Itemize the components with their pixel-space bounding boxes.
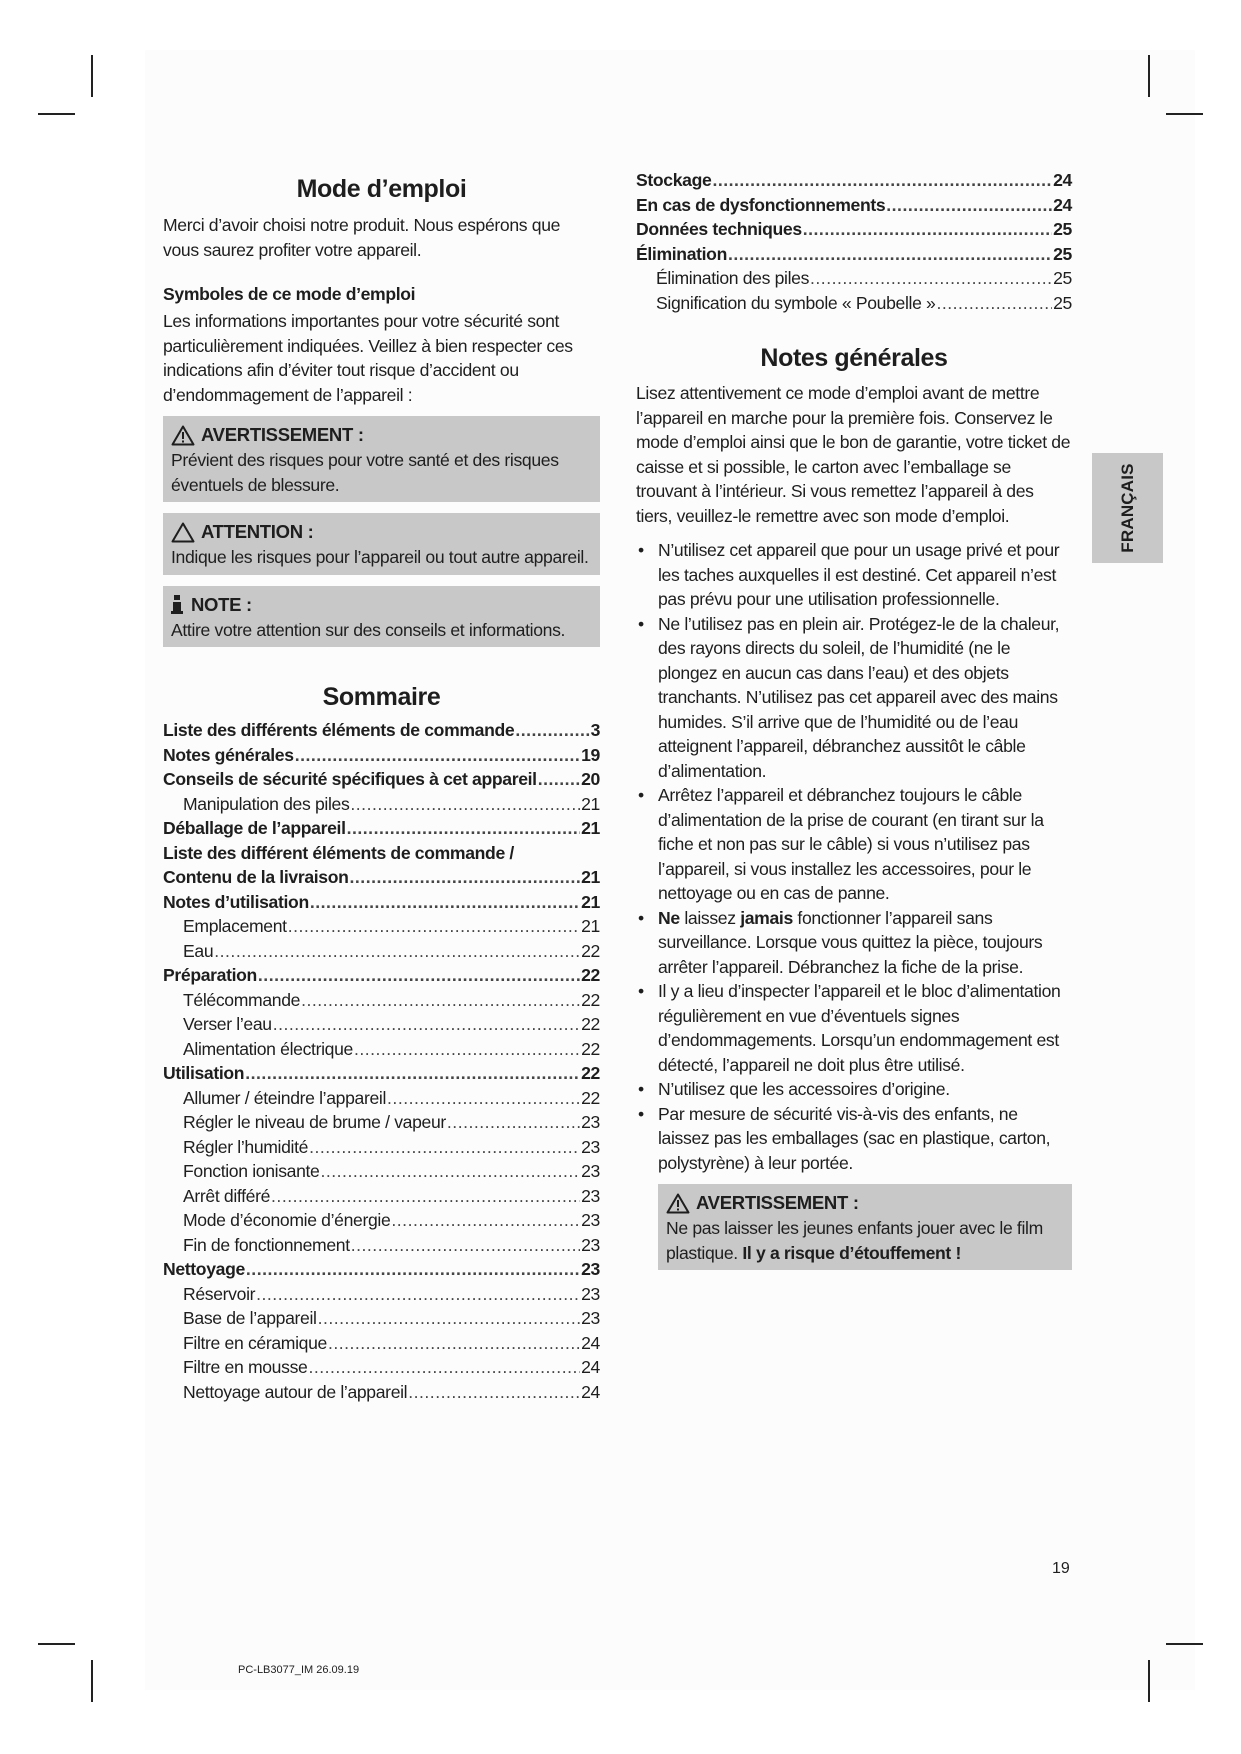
toc-entry-title: Stockage xyxy=(636,170,712,190)
toc-entry xyxy=(163,1306,600,1331)
warning-title: AVERTISSEMENT : xyxy=(201,424,364,445)
toc-entry xyxy=(163,890,600,915)
crop-mark xyxy=(1148,55,1150,97)
toc-page-number: 22 xyxy=(581,1087,600,1108)
toc-dot-leader xyxy=(273,1012,580,1037)
toc-entry-title: Élimination xyxy=(636,243,727,264)
toc-entry-title: Fin de fonctionnement xyxy=(183,1234,350,1255)
toc-entry-title: Manipulation des piles xyxy=(183,793,350,814)
toc-dot-leader xyxy=(515,718,589,743)
toc-dot-leader xyxy=(245,1061,580,1086)
toc-page-number: 23 xyxy=(581,1136,600,1157)
toc-entry xyxy=(163,743,600,768)
warning-text: Prévient des risques pour votre santé et des risques éventuels de blessure. xyxy=(171,450,559,495)
toc-entry xyxy=(636,266,1072,291)
toc-dot-leader xyxy=(309,1135,580,1160)
toc-page-number: 23 xyxy=(581,1283,600,1304)
toc-dot-leader xyxy=(350,865,581,890)
toc-entry xyxy=(163,865,600,890)
toc-dot-leader xyxy=(321,1159,581,1184)
toc-entry xyxy=(163,1331,600,1356)
toc-page-number: 23 xyxy=(581,1210,600,1230)
toc-page-number: 22 xyxy=(581,1038,600,1059)
language-tab: FRANÇAIS xyxy=(1092,453,1163,563)
toc-entry xyxy=(163,1086,600,1111)
toc-entry-title: Notes d’utilisation xyxy=(163,891,309,912)
toc-page-number: 19 xyxy=(581,744,600,765)
crop-mark xyxy=(1148,1660,1150,1702)
info-icon xyxy=(171,594,185,615)
toc-entry xyxy=(636,291,1072,316)
warning-box xyxy=(163,416,600,502)
toc-entry-title: Réservoir xyxy=(183,1283,256,1304)
toc-entry xyxy=(163,1037,600,1062)
list-item: • Par mesure de sécurité vis-à-vis des enfants, ne laissez pas les emballages (sac en plastique, carton, polystyrène) à leur portée. xyxy=(636,1102,1072,1176)
toc-dot-leader xyxy=(295,743,580,768)
toc-page-number: 24 xyxy=(581,1357,600,1377)
right-column xyxy=(636,170,1072,1270)
toc-page-number: 22 xyxy=(581,1063,600,1083)
toc-entry xyxy=(163,1012,600,1037)
toc-page-number: 22 xyxy=(581,989,600,1010)
toc-entry xyxy=(636,217,1072,242)
toc-dot-leader xyxy=(810,266,1052,291)
toc-dot-leader xyxy=(728,242,1052,267)
toc-dot-leader xyxy=(387,1086,580,1111)
toc-entry xyxy=(163,1110,600,1135)
toc-page-number: 23 xyxy=(581,1308,600,1328)
toc-entry-title: Filtre en céramique xyxy=(183,1332,327,1353)
toc-entry xyxy=(636,193,1072,218)
toc-dot-leader xyxy=(308,1355,580,1380)
toc-entry xyxy=(163,963,600,988)
toc-entry xyxy=(163,939,600,964)
child-warning-box xyxy=(658,1184,1072,1270)
toc-entry-title: Allumer / éteindre l’appareil xyxy=(183,1087,387,1108)
toc-dot-leader xyxy=(712,168,1052,193)
toc-entry-title: Signification du symbole « Poubelle » xyxy=(656,292,936,313)
toc-dot-leader xyxy=(246,1257,580,1282)
toc-entry xyxy=(163,1282,600,1307)
toc-page-number: 22 xyxy=(581,965,600,985)
toc-dot-leader xyxy=(937,291,1053,316)
toc-entry-title: Arrêt différé xyxy=(183,1185,271,1206)
toc-entry xyxy=(163,988,600,1013)
warning-triangle-icon xyxy=(666,1193,690,1214)
toc-entry xyxy=(163,718,600,743)
toc-dot-leader xyxy=(350,792,580,817)
toc-entry-title: Régler l’humidité xyxy=(183,1136,309,1157)
list-item: • Ne laissez jamais fonctionner l’appareil sans surveillance. Lorsque vous quittez la pièce, toujours arrêter l’appareil. Débranchez la fiche de la prise. xyxy=(636,906,1072,980)
toc-entry xyxy=(163,1380,600,1405)
toc-page-number: 3 xyxy=(590,720,600,740)
crop-mark xyxy=(91,1660,93,1702)
table-of-contents xyxy=(163,718,600,1404)
toc-entry-title: Contenu de la livraison xyxy=(163,867,349,887)
toc-entry xyxy=(163,1208,600,1233)
toc-page-number: 21 xyxy=(581,818,600,838)
toc-entry-title: Utilisation xyxy=(163,1063,245,1083)
toc-page-number: 25 xyxy=(1053,243,1072,264)
toc-entry xyxy=(163,1355,600,1380)
toc-page-number: 21 xyxy=(581,891,600,912)
toc-page-number: 23 xyxy=(581,1185,600,1206)
toc-page-number: 23 xyxy=(581,1112,600,1132)
toc-entry xyxy=(163,767,600,792)
toc-entry xyxy=(163,1159,600,1184)
page-title: Mode d’emploi xyxy=(296,175,467,203)
toc-page-number: 20 xyxy=(581,769,600,789)
toc-dot-leader xyxy=(288,914,580,939)
toc-dot-leader xyxy=(256,1282,580,1307)
toc-entry-title: Préparation xyxy=(163,965,257,985)
toc-entry-title: Conseils de sécurité spécifiques à cet appareil xyxy=(163,769,537,789)
toc-entry-title: Nettoyage autour de l’appareil xyxy=(183,1381,408,1402)
toc-entry xyxy=(163,841,600,866)
toc-page-number: 24 xyxy=(581,1332,600,1353)
toc-page-number: 24 xyxy=(581,1381,600,1402)
toc-page-number: 21 xyxy=(581,867,600,887)
list-item: • Il y a lieu d’inspecter l’appareil et le bloc d’alimentation régulièrement en vue d’éventuels signes d’endommagements. Lorsqu’un endommagement est détecté, l’appareil ne doit plus être utilisé. xyxy=(636,979,1072,1077)
intro-text: Merci d’avoir choisi notre produit. Nous espérons que vous saurez profiter votre appareil. xyxy=(163,215,561,260)
toc-entry xyxy=(636,168,1072,193)
warning-triangle-icon xyxy=(171,425,195,446)
toc-page-number: 24 xyxy=(1053,194,1072,215)
toc-entry xyxy=(163,1061,600,1086)
toc-entry xyxy=(636,242,1072,267)
toc-page-number: 25 xyxy=(1053,219,1072,239)
toc-page-number: 22 xyxy=(581,940,600,961)
toc-entry-title: Liste des différents éléments de commande xyxy=(163,720,515,740)
toc-dot-leader xyxy=(408,1380,580,1405)
toc-dot-leader xyxy=(347,816,581,841)
crop-mark xyxy=(1166,113,1203,115)
list-item: • N’utilisez cet appareil que pour un usage privé et pour les taches auxquelles il est destiné. Cet appareil n’est pas prévu pour une utilisation professionnelle. xyxy=(636,538,1072,612)
toc-dot-leader xyxy=(886,193,1052,218)
warning-title: AVERTISSEMENT : xyxy=(696,1192,859,1213)
toc-page-number: 23 xyxy=(581,1259,600,1279)
toc-entry-title: Filtre en mousse xyxy=(183,1357,308,1377)
toc-page-number: 25 xyxy=(1053,292,1072,313)
toc-entry-title: En cas de dysfonctionnements xyxy=(636,194,886,215)
toc-entry-title: Nettoyage xyxy=(163,1259,245,1279)
toc-title: Sommaire xyxy=(322,683,441,711)
attention-text: Indique les risques pour l’appareil ou tout autre appareil. xyxy=(171,547,589,567)
symbols-text: Les informations importantes pour votre sécurité sont particulièrement indiquées. Veillez à bien respecter ces indications afin d’éviter tout risque d’accident ou d’endommagement de l’appareil : xyxy=(163,311,573,405)
symbols-heading: Symboles de ce mode d’emploi xyxy=(163,284,416,304)
list-item: • Ne l’utilisez pas en plein air. Protégez-le de la chaleur, des rayons directs du soleil, de l’humidité (ne le plongez en aucun cas dans l’eau) et des objets tranchants. N’utilisez pas cet appareil avec des mains humides. S’il arrive que de l’humidité ou de l’eau atteignent l’appareil, débranchez aussitôt le câble d’alimentation. xyxy=(636,612,1072,784)
toc-dot-leader xyxy=(803,217,1052,242)
toc-dot-leader xyxy=(391,1208,580,1233)
toc-entry-title: Données techniques xyxy=(636,219,802,239)
safety-list xyxy=(636,538,1072,1175)
note-box xyxy=(163,586,600,648)
footer-code: PC-LB3077_IM 26.09.19 xyxy=(238,1664,360,1676)
toc-entry xyxy=(163,792,600,817)
toc-page-number: 23 xyxy=(581,1234,600,1255)
toc-entry xyxy=(163,1135,600,1160)
toc-entry-title: Régler le niveau de brume / vapeur xyxy=(183,1112,446,1132)
toc-entry-title: Fonction ionisante xyxy=(183,1161,320,1181)
toc-entry xyxy=(163,1257,600,1282)
toc-page-number: 21 xyxy=(581,916,600,936)
crop-mark xyxy=(38,1643,75,1645)
toc-dot-leader xyxy=(354,1037,580,1062)
toc-page-number: 23 xyxy=(581,1161,600,1181)
toc-dot-leader xyxy=(328,1331,580,1356)
toc-entry-title: Déballage de l’appareil xyxy=(163,818,346,838)
toc-entry-title: Emplacement xyxy=(183,916,287,936)
toc-dot-leader xyxy=(351,1233,580,1258)
list-item: • Arrêtez l’appareil et débranchez toujours le câble d’alimentation de la prise de courant (en tirant sur la fiche et non pas sur le câble) si vous n’utilisez pas l’appareil, si vous installez les accessoires, pour le nettoyage ou en cas de panne. xyxy=(636,783,1072,906)
toc-entry-title: Verser l’eau xyxy=(183,1014,272,1034)
toc-dot-leader xyxy=(258,963,580,988)
toc-entry-title: Eau xyxy=(183,940,214,961)
toc-dot-leader xyxy=(301,988,580,1013)
crop-mark xyxy=(1166,1643,1203,1645)
left-column xyxy=(163,175,600,1404)
toc-page-number: 21 xyxy=(581,793,600,814)
note-text: Attire votre attention sur des conseils et informations. xyxy=(171,619,566,640)
list-item: • N’utilisez que les accessoires d’origine. xyxy=(636,1077,1072,1102)
toc-dot-leader xyxy=(271,1184,580,1209)
toc-page-number: 25 xyxy=(1053,268,1072,288)
warning-text: Ne pas laisser les jeunes enfants jouer avec le film plastique. Il y a risque d’étouffement ! xyxy=(666,1218,1043,1263)
toc-dot-leader xyxy=(447,1110,580,1135)
table-of-contents-continued xyxy=(636,168,1072,315)
toc-page-number: 24 xyxy=(1053,170,1072,190)
toc-entry xyxy=(163,1233,600,1258)
toc-entry-title: Base de l’appareil xyxy=(183,1308,317,1328)
attention-title: ATTENTION : xyxy=(201,521,314,542)
toc-dot-leader xyxy=(310,890,580,915)
toc-entry-title: Liste des différent éléments de commande / xyxy=(163,842,514,863)
notes-title: Notes générales xyxy=(760,344,948,372)
toc-entry xyxy=(163,1184,600,1209)
toc-entry-title: Alimentation électrique xyxy=(183,1038,353,1059)
toc-dot-leader xyxy=(318,1306,581,1331)
notes-intro: Lisez attentivement ce mode d’emploi avant de mettre l’appareil en marche pour la première fois. Conservez le mode d’emploi ainsi que le bon de garantie, votre ticket de caisse et si possible, le carton avec l’emballage se trouvant à l’intérieur. Si vous remettez l’appareil à des tiers, veuillez-le remettre avec son mode d’emploi. xyxy=(636,383,1071,526)
attention-triangle-icon xyxy=(171,522,195,543)
crop-mark xyxy=(91,55,93,97)
toc-dot-leader xyxy=(214,939,580,964)
toc-entry xyxy=(163,816,600,841)
toc-entry-title: Élimination des piles xyxy=(656,268,810,288)
crop-mark xyxy=(38,113,75,115)
toc-entry-title: Mode d’économie d’énergie xyxy=(183,1210,391,1230)
toc-dot-leader xyxy=(538,767,580,792)
toc-page-number: 22 xyxy=(581,1014,600,1034)
toc-entry-title: Télécommande xyxy=(183,989,301,1010)
toc-entry xyxy=(163,914,600,939)
toc-entry-title: Notes générales xyxy=(163,744,294,765)
attention-box xyxy=(163,513,600,575)
note-title: NOTE : xyxy=(191,593,252,615)
page-number: 19 xyxy=(1052,1560,1070,1577)
